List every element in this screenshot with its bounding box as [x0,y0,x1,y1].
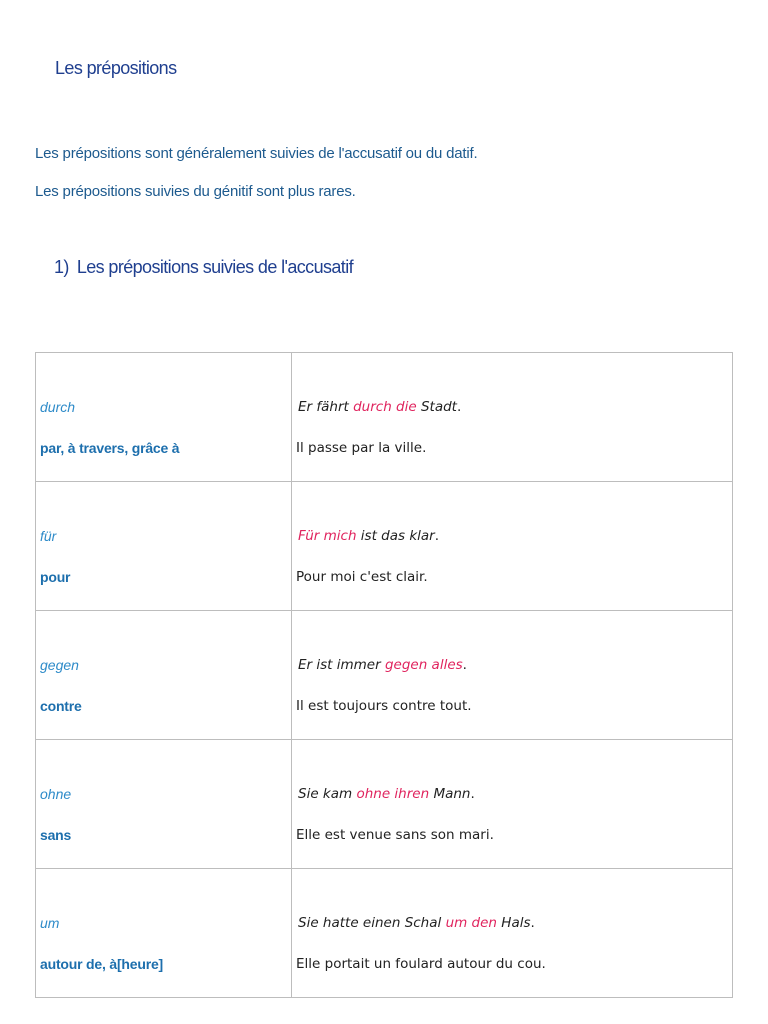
example-text: Er ist immer [298,657,385,673]
example-text: Hals [497,915,531,931]
highlighted-preposition: Für mich [298,528,357,544]
example-text: Stadt [416,399,457,415]
french-translation: Elle est venue sans son mari. [296,827,494,843]
example-text: Er fährt [298,399,354,415]
preposition-cell [36,611,292,740]
table-row [36,869,733,998]
preposition-translation: contre [40,698,82,714]
intro-paragraph-cases: Les prépositions sont généralement suivies de l'accusatif ou du datif. [35,145,478,162]
section-heading [54,257,353,278]
example-punctuation: . [530,915,535,931]
german-example [296,526,732,546]
french-translation: Il passe par la ville. [296,440,427,456]
example-cell [292,869,733,998]
example-punctuation: . [456,399,462,415]
preposition-translation: par, à travers, grâce à [40,440,180,456]
german-example [296,784,732,804]
preposition-word: ohne [40,786,72,802]
table-row [36,353,733,482]
highlighted-preposition: ohne ihren [356,786,430,802]
french-translation: Elle portait un foulard autour du cou. [296,956,546,972]
preposition-translation: sans [40,827,72,843]
highlighted-preposition: um den [445,915,497,931]
highlighted-preposition: durch die [353,399,417,415]
preposition-cell [36,353,292,482]
example-text: Sie hatte einen Schal [298,915,446,931]
example-cell [292,611,733,740]
preposition-word: durch [40,399,76,415]
preposition-word: gegen [40,657,79,673]
example-text: ist das klar [356,528,435,544]
prepositions-table [35,352,733,998]
intro-paragraph-genitive: Les prépositions suivies du génitif sont plus rares. [35,183,356,200]
example-punctuation: . [462,657,467,673]
preposition-cell [36,482,292,611]
german-example [296,913,732,933]
example-punctuation: . [470,786,475,802]
table-row [36,611,733,740]
preposition-word: für [40,528,57,544]
preposition-translation: autour de, à[heure] [40,956,163,972]
highlighted-preposition: gegen alles [384,657,463,673]
preposition-cell [36,869,292,998]
table-row [36,740,733,869]
example-cell [292,482,733,611]
page-title: Les prépositions [55,58,177,78]
example-cell [292,353,733,482]
french-translation: Il est toujours contre tout. [296,698,472,714]
section-number: 1) [54,257,69,277]
german-example [296,397,732,417]
example-text: Sie kam [298,786,357,802]
preposition-translation: pour [40,569,71,585]
table-row [36,482,733,611]
example-cell [292,740,733,869]
example-text: Mann [429,786,471,802]
section-title: Les prépositions suivies de l'accusatif [76,257,354,277]
french-translation: Pour moi c'est clair. [296,569,428,585]
preposition-cell [36,740,292,869]
german-example [296,655,732,675]
example-punctuation: . [434,528,440,544]
preposition-word: um [40,915,60,931]
